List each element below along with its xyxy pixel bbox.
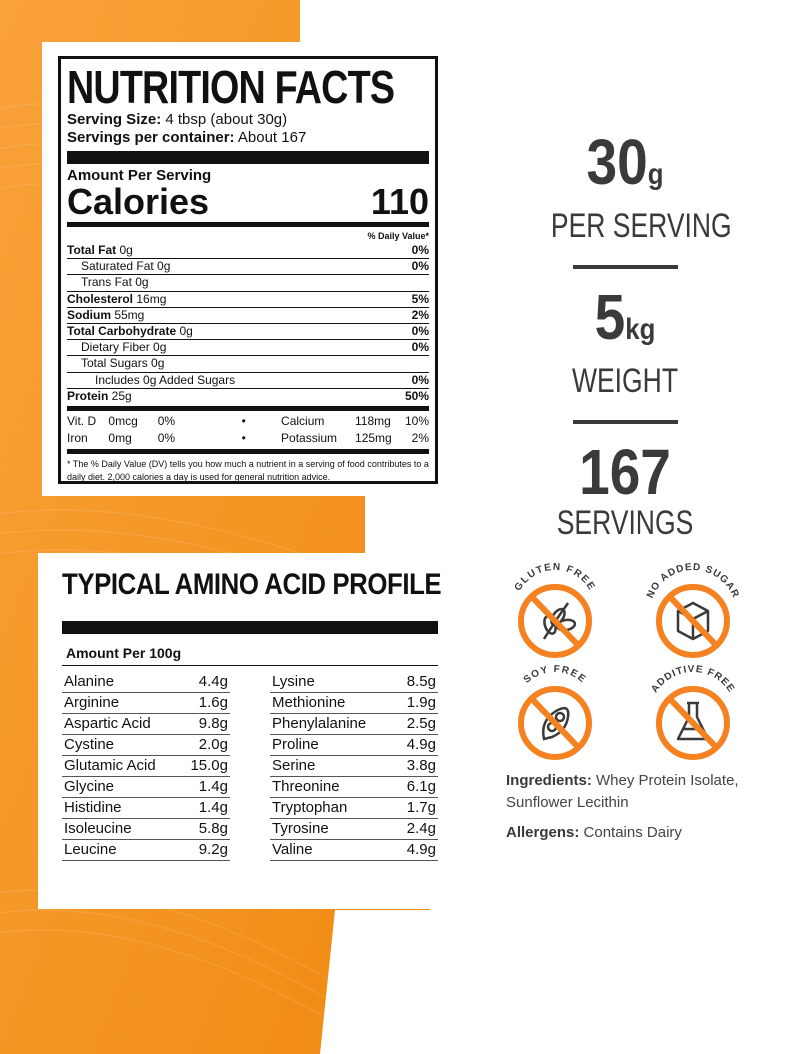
gluten-free-badge	[500, 555, 610, 665]
amino-column-right	[270, 672, 438, 861]
nutrient-row	[67, 243, 429, 258]
nutrient-name: Trans Fat 0g	[81, 275, 149, 290]
vitamin-b-name: Potassium	[281, 431, 338, 446]
nutrient-row	[67, 388, 429, 404]
amino-row	[270, 735, 438, 756]
amino-value: 1.9g	[406, 694, 436, 711]
amino-name: Glycine	[64, 778, 115, 795]
amino-row	[62, 798, 230, 819]
nutrient-percent: 0%	[411, 243, 429, 257]
product-info	[506, 770, 786, 852]
amino-row	[270, 819, 438, 840]
nutrient-name: Sodium 55mg	[67, 307, 145, 322]
stat-divider	[573, 420, 678, 424]
amino-row	[270, 798, 438, 819]
soy-free-badge	[500, 657, 610, 767]
calories-value: 110	[370, 181, 429, 222]
amino-name: Isoleucine	[64, 820, 132, 837]
amino-name: Tyrosine	[272, 820, 329, 837]
nutrient-percent: 2%	[411, 307, 429, 322]
amino-value: 9.8g	[198, 715, 228, 732]
calories-label: Calories	[67, 181, 210, 222]
stat-value: 30g	[586, 126, 664, 198]
vitamin-a-pct: 0%	[157, 414, 176, 429]
amino-row	[62, 693, 230, 714]
svg-text:GLUTEN FREE: GLUTEN FREE	[512, 561, 598, 594]
daily-value-header: % Daily Value*	[367, 231, 429, 241]
amino-value: 4.9g	[406, 736, 436, 753]
amino-value: 3.8g	[406, 757, 436, 774]
serving-size: Serving Size: 4 tbsp (about 30g)	[67, 111, 288, 128]
amino-name: Glutamic Acid	[64, 757, 156, 774]
amino-row	[62, 735, 230, 756]
bullet-separator: •	[241, 431, 246, 446]
vitamin-a-name: Vit. D	[67, 414, 97, 429]
amino-value: 5.8g	[198, 820, 228, 837]
amino-name: Alanine	[64, 673, 115, 690]
amino-value: 9.2g	[198, 841, 228, 858]
svg-text:NO ADDED SUGAR: NO ADDED SUGAR	[644, 561, 742, 601]
amino-row	[270, 777, 438, 798]
amino-row	[62, 756, 230, 777]
nutrient-row	[67, 291, 429, 307]
allergens: Allergens: Contains Dairy	[506, 824, 682, 841]
amino-name: Proline	[272, 736, 319, 753]
amino-value: 1.6g	[198, 694, 228, 711]
nutrition-title: NUTRITION FACTS	[67, 61, 395, 113]
amino-value: 15.0g	[190, 757, 228, 774]
svg-text:SOY FREE: SOY FREE	[521, 663, 589, 686]
amino-name: Phenylalanine	[272, 715, 367, 732]
nutrient-row	[67, 355, 429, 371]
amino-row	[62, 672, 230, 693]
amino-acid-panel	[62, 567, 442, 897]
nutrient-row	[67, 307, 429, 323]
amino-value: 1.4g	[198, 778, 228, 795]
amino-name: Serine	[272, 757, 316, 774]
amino-name: Aspartic Acid	[64, 715, 151, 732]
vitamin-b-amt: 118mg	[355, 414, 391, 429]
amino-row	[270, 840, 438, 861]
amino-value: 8.5g	[406, 673, 436, 690]
nutrient-name: Cholesterol 16mg	[67, 291, 167, 306]
nutrient-row	[67, 323, 429, 339]
nutrient-row	[67, 372, 429, 388]
vitamin-b-pct: 2%	[411, 431, 429, 446]
nutrient-row	[67, 339, 429, 355]
vitamin-row	[67, 413, 429, 430]
nutrient-name: Total Carbohydrate 0g	[67, 324, 193, 339]
servings-per-container: Servings per container: About 167	[67, 129, 307, 146]
amino-name: Lysine	[272, 673, 315, 690]
amino-name: Leucine	[64, 841, 117, 858]
amino-row	[62, 714, 230, 735]
stat-label: SERVINGS	[556, 504, 694, 542]
vitamin-row	[67, 430, 429, 447]
nutrient-name: Dietary Fiber 0g	[81, 340, 167, 355]
vitamin-a-pct: 0%	[157, 431, 176, 446]
amino-name: Histidine	[64, 799, 122, 816]
stat-label: PER SERVING	[550, 207, 732, 245]
nutrient-row	[67, 274, 429, 290]
vitamin-b-name: Calcium	[281, 414, 325, 429]
vitamin-a-amt: 0mg	[108, 431, 132, 446]
stat-value: 5kg	[594, 281, 656, 353]
nutrient-percent: 0%	[411, 324, 429, 339]
amino-name: Arginine	[64, 694, 120, 711]
amino-row	[270, 714, 438, 735]
nutrient-percent: 50%	[404, 388, 429, 403]
amino-name: Threonine	[272, 778, 340, 795]
divider-thick	[62, 621, 438, 634]
amino-row	[270, 693, 438, 714]
amino-value: 1.4g	[198, 799, 228, 816]
divider-medium	[67, 449, 429, 454]
amino-value: 6.1g	[406, 778, 436, 795]
amino-name: Valine	[272, 841, 313, 858]
calories-row	[67, 181, 429, 222]
vitamin-a-name: Iron	[67, 431, 88, 446]
nutrition-facts-card	[42, 42, 450, 496]
amino-value: 2.4g	[406, 820, 436, 837]
nutrient-name: Total Fat 0g	[67, 243, 133, 257]
nutrient-name: Saturated Fat 0g	[81, 259, 171, 274]
nutrient-percent: 0%	[411, 259, 429, 274]
amino-row	[62, 777, 230, 798]
bullet-separator: •	[241, 414, 246, 429]
stat-divider	[573, 265, 678, 269]
divider-thick	[67, 151, 429, 164]
amino-name: Tryptophan	[272, 799, 348, 816]
nutrient-name: Includes 0g Added Sugars	[95, 372, 236, 387]
amino-value: 1.7g	[406, 799, 436, 816]
amino-name: Cystine	[64, 736, 115, 753]
amino-row	[270, 756, 438, 777]
amino-value: 4.9g	[406, 841, 436, 858]
amino-row	[62, 819, 230, 840]
footnote: * The % Daily Value (DV) tells you how much a nutrient in a serving of food contributes to a daily diet. 2,000 calories a day is used for general nutrition advice.	[67, 459, 429, 483]
nutrient-name: Total Sugars 0g	[81, 356, 165, 371]
amino-value: 2.5g	[406, 715, 436, 732]
nutrient-rows	[67, 243, 429, 404]
amino-name: Methionine	[272, 694, 346, 711]
nutrient-percent: 0%	[411, 372, 429, 387]
amino-value: 4.4g	[198, 673, 228, 690]
amino-title: TYPICAL AMINO ACID PROFILE	[62, 568, 442, 601]
vitamin-b-pct: 10%	[404, 414, 429, 429]
key-stats	[530, 126, 732, 542]
vitamin-a-amt: 0mcg	[108, 414, 138, 429]
no-added-sugar-badge	[638, 555, 748, 665]
amino-row	[62, 840, 230, 861]
ingredients: Ingredients: Whey Protein Isolate, Sunflower Lecithin	[506, 772, 739, 811]
svg-text:ADDITIVE FREE: ADDITIVE FREE	[649, 663, 737, 695]
stat-value: 167	[579, 436, 671, 508]
nutrient-name: Protein 25g	[67, 388, 132, 403]
amino-value: 2.0g	[198, 736, 228, 753]
amino-row	[270, 672, 438, 693]
amino-acid-card	[38, 553, 450, 909]
stat-label: WEIGHT	[571, 362, 679, 400]
divider-medium	[67, 406, 429, 411]
nutrition-facts-panel	[58, 56, 438, 484]
vitamin-rows	[67, 413, 429, 447]
amino-columns	[62, 672, 438, 861]
vitamin-b-amt: 125mg	[355, 431, 392, 446]
amino-column-left	[62, 672, 230, 861]
nutrient-row	[67, 258, 429, 274]
nutrient-percent: 0%	[411, 340, 429, 355]
divider-medium	[67, 222, 429, 227]
amount-per-serving: Amount Per Serving	[67, 167, 212, 184]
nutrient-percent: 5%	[411, 291, 429, 306]
amino-amount-label: Amount Per 100g	[62, 644, 438, 666]
additive-free-badge	[638, 657, 748, 767]
